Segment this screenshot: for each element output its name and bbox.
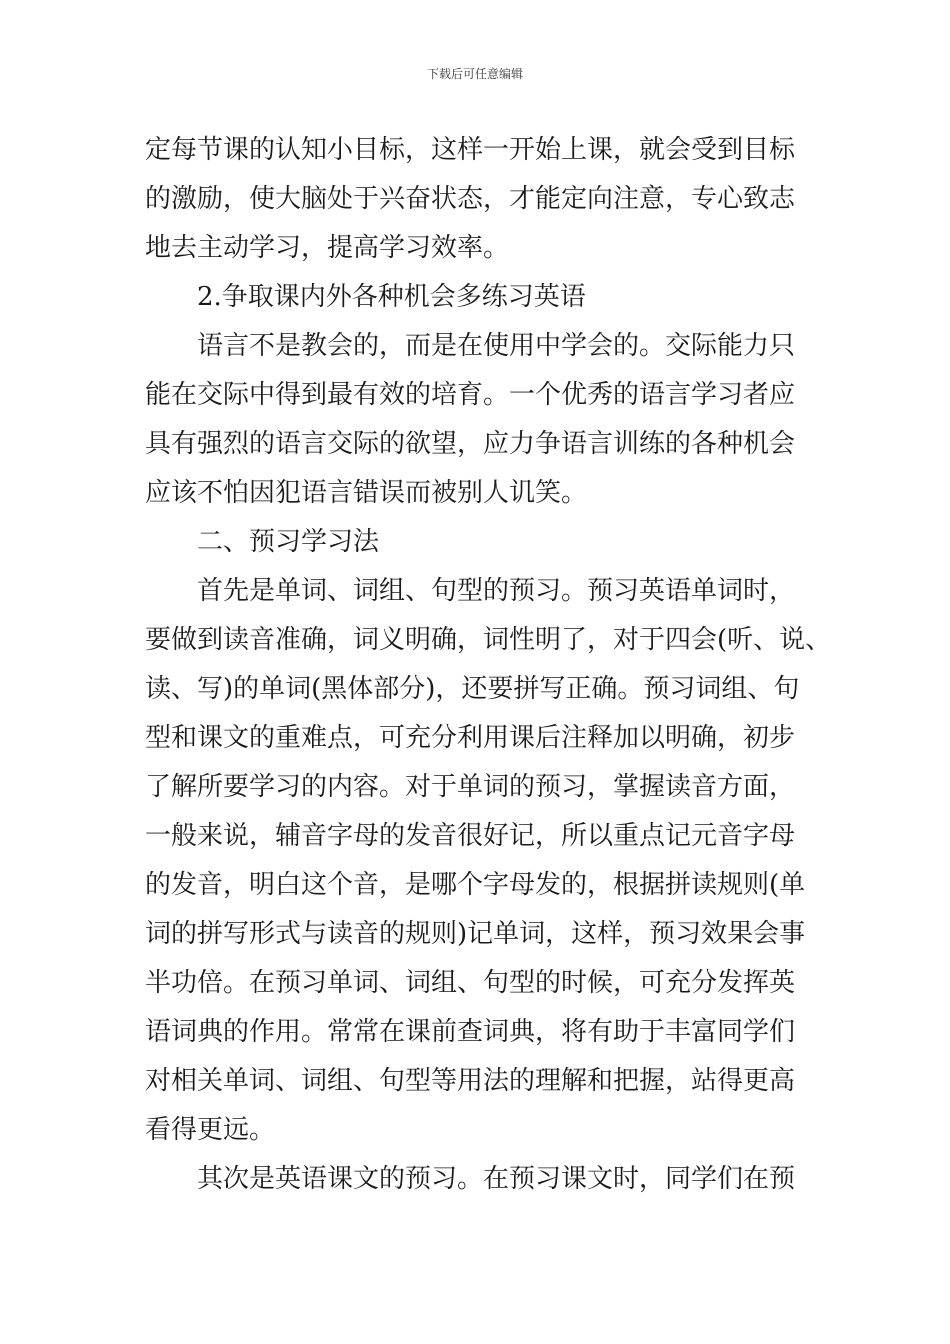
text-line: 半功倍。在预习单词、词组、句型的时候，可充分发挥英: [145, 968, 796, 998]
text-line: 的激励，使大脑处于兴奋状态，才能定向注意，专心致志: [145, 184, 796, 214]
text-line: 具有强烈的语言交际的欲望，应力争语言训练的各种机会: [145, 429, 796, 459]
text-line: 了解所要学习的内容。对于单词的预习，掌握读音方面，: [145, 772, 796, 802]
text-line: 读、写)的单词(黑体部分)，还要拼写正确。预习词组、句: [145, 674, 800, 704]
text-line: 定每节课的认知小目标，这样一开始上课，就会受到目标: [145, 135, 796, 165]
document-body: [145, 126, 832, 1204]
section-heading: 二、预习学习法: [197, 527, 380, 557]
text-line: 的发音，明白这个音，是哪个字母发的，根据拼读规则(单: [145, 870, 806, 900]
section-heading: 2.争取课内外各种机会多练习英语: [197, 282, 586, 312]
text-line: 一般来说，辅音字母的发音很好记，所以重点记元音字母: [145, 821, 796, 851]
text-line: 词的拼写形式与读音的规则)记单词，这样，预习效果会事: [145, 919, 806, 949]
text-line: 首先是单词、词组、句型的预习。预习英语单词时，: [197, 576, 796, 606]
text-line: 应该不怕因犯语言错误而被别人讥笑。: [145, 478, 588, 508]
text-line: 要做到读音准确，词义明确，词性明了，对于四会(听、说、: [145, 625, 832, 655]
text-line: 型和课文的重难点，可充分利用课后注释加以明确，初步: [145, 723, 796, 753]
text-line: 语词典的作用。常常在课前查词典，将有助于丰富同学们: [145, 1017, 796, 1047]
text-line: 其次是英语课文的预习。在预习课文时，同学们在预: [197, 1164, 796, 1194]
text-line: 能在交际中得到最有效的培育。一个优秀的语言学习者应: [145, 380, 796, 410]
page-header: 下载后可任意编辑: [426, 67, 523, 81]
text-line: 看得更远。: [145, 1115, 276, 1145]
text-line: 地去主动学习，提高学习效率。: [145, 233, 510, 263]
text-line: 语言不是教会的，而是在使用中学会的。交际能力只: [197, 331, 796, 361]
text-line: 对相关单词、词组、句型等用法的理解和把握，站得更高: [145, 1066, 796, 1096]
